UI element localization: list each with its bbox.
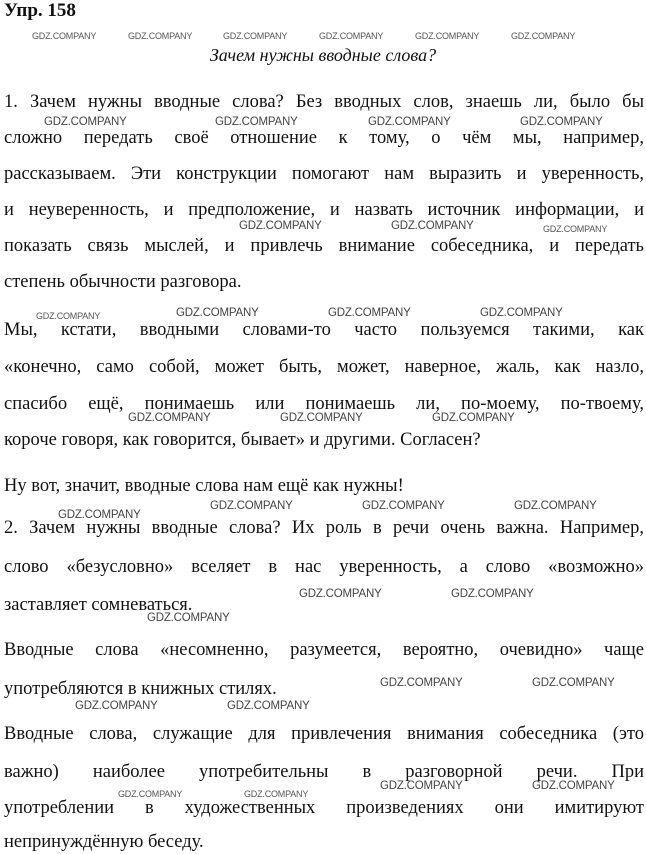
text-line: употребляются в книжных стилях. — [4, 679, 277, 699]
exercise-number: Упр. 158 — [4, 0, 76, 21]
watermark: GDZ.COMPANY — [280, 412, 363, 424]
text-line: Вводные слова, служащие для привлечения внимания собеседника (это — [4, 724, 644, 744]
text-line: показать связь мыслей, и привлечь внимание собеседника, и передать — [4, 236, 644, 256]
exercise-title: Зачем нужны вводные слова? — [209, 45, 437, 65]
watermark: GDZ.COMPANY — [480, 307, 563, 319]
watermark: GDZ.COMPANY — [514, 500, 597, 512]
text-line: 1. Зачем нужны вводные слова? Без вводных слов, знаешь ли, было бы — [4, 92, 644, 112]
watermark: GDZ.COMPANY — [299, 588, 382, 600]
text-line: непринуждённую беседу. — [4, 832, 204, 852]
watermark: GDZ.COMPANY — [244, 789, 309, 799]
watermark: GDZ.COMPANY — [227, 700, 310, 712]
watermark: GDZ.COMPANY — [128, 412, 211, 424]
text-line: Вводные слова «несомненно, разумеется, вероятно, очевидно» чаще — [4, 640, 644, 660]
watermark: GDZ.COMPANY — [532, 677, 615, 689]
watermark: GDZ.COMPANY — [368, 116, 451, 128]
watermark: GDZ.COMPANY — [44, 116, 127, 128]
watermark: GDZ.COMPANY — [223, 31, 288, 41]
watermark: GDZ.COMPANY — [415, 31, 480, 41]
text-line: важно) наиболее употребительны в разговорной речи. При — [4, 762, 644, 782]
watermark: GDZ.COMPANY — [118, 789, 183, 799]
watermark: GDZ.COMPANY — [432, 412, 515, 424]
watermark: GDZ.COMPANY — [362, 500, 445, 512]
text-line: «конечно, само собой, может быть, может, наверное, жаль, как назло, — [4, 357, 644, 377]
watermark: GDZ.COMPANY — [380, 780, 463, 792]
text-line: Ну вот, значит, вводные слова нам ещё как нужны! — [4, 476, 404, 496]
text-line: заставляет сомневаться. — [4, 595, 193, 615]
watermark: GDZ.COMPANY — [511, 31, 576, 41]
watermark: GDZ.COMPANY — [380, 677, 463, 689]
watermark: GDZ.COMPANY — [451, 588, 534, 600]
text-line: употреблении в художественных произведениях они имитируют — [4, 798, 644, 818]
watermark: GDZ.COMPANY — [128, 31, 193, 41]
text-line: короче говоря, как говорится, бывает» и другими. Согласен? — [4, 430, 481, 450]
watermark: GDZ.COMPANY — [32, 31, 97, 41]
watermark: GDZ.COMPANY — [147, 612, 230, 624]
watermark: GDZ.COMPANY — [543, 224, 608, 234]
text-line: и неуверенность, и предположение, и назвать источник информации, и — [4, 200, 644, 220]
text-line: Мы, кстати, вводными словами-то часто пользуемся такими, как — [4, 320, 644, 340]
watermark: GDZ.COMPANY — [58, 509, 141, 521]
text-line: рассказываем. Эти конструкции помогают нам выразить и уверенность, — [4, 164, 644, 184]
watermark: GDZ.COMPANY — [532, 780, 615, 792]
watermark: GDZ.COMPANY — [75, 700, 158, 712]
text-line: слово «безусловно» вселяет в нас уверенность, а слово «возможно» — [4, 557, 644, 577]
watermark: GDZ.COMPANY — [210, 500, 293, 512]
watermark: GDZ.COMPANY — [239, 220, 322, 232]
text-line: спасибо ещё, понимаешь или понимаешь ли, по-моему, по-твоему, — [4, 394, 644, 414]
text-line: 2. Зачем нужны вводные слова? Их роль в речи очень важна. Например, — [4, 518, 644, 538]
watermark: GDZ.COMPANY — [36, 311, 101, 321]
text-line: степень обычности разговора. — [4, 272, 242, 292]
watermark: GDZ.COMPANY — [215, 116, 298, 128]
watermark: GDZ.COMPANY — [520, 116, 603, 128]
watermark: GDZ.COMPANY — [328, 307, 411, 319]
watermark: GDZ.COMPANY — [176, 307, 259, 319]
watermark: GDZ.COMPANY — [391, 220, 474, 232]
text-line: сложно передать своё отношение к тому, о чём мы, например, — [4, 128, 644, 148]
watermark: GDZ.COMPANY — [319, 31, 384, 41]
